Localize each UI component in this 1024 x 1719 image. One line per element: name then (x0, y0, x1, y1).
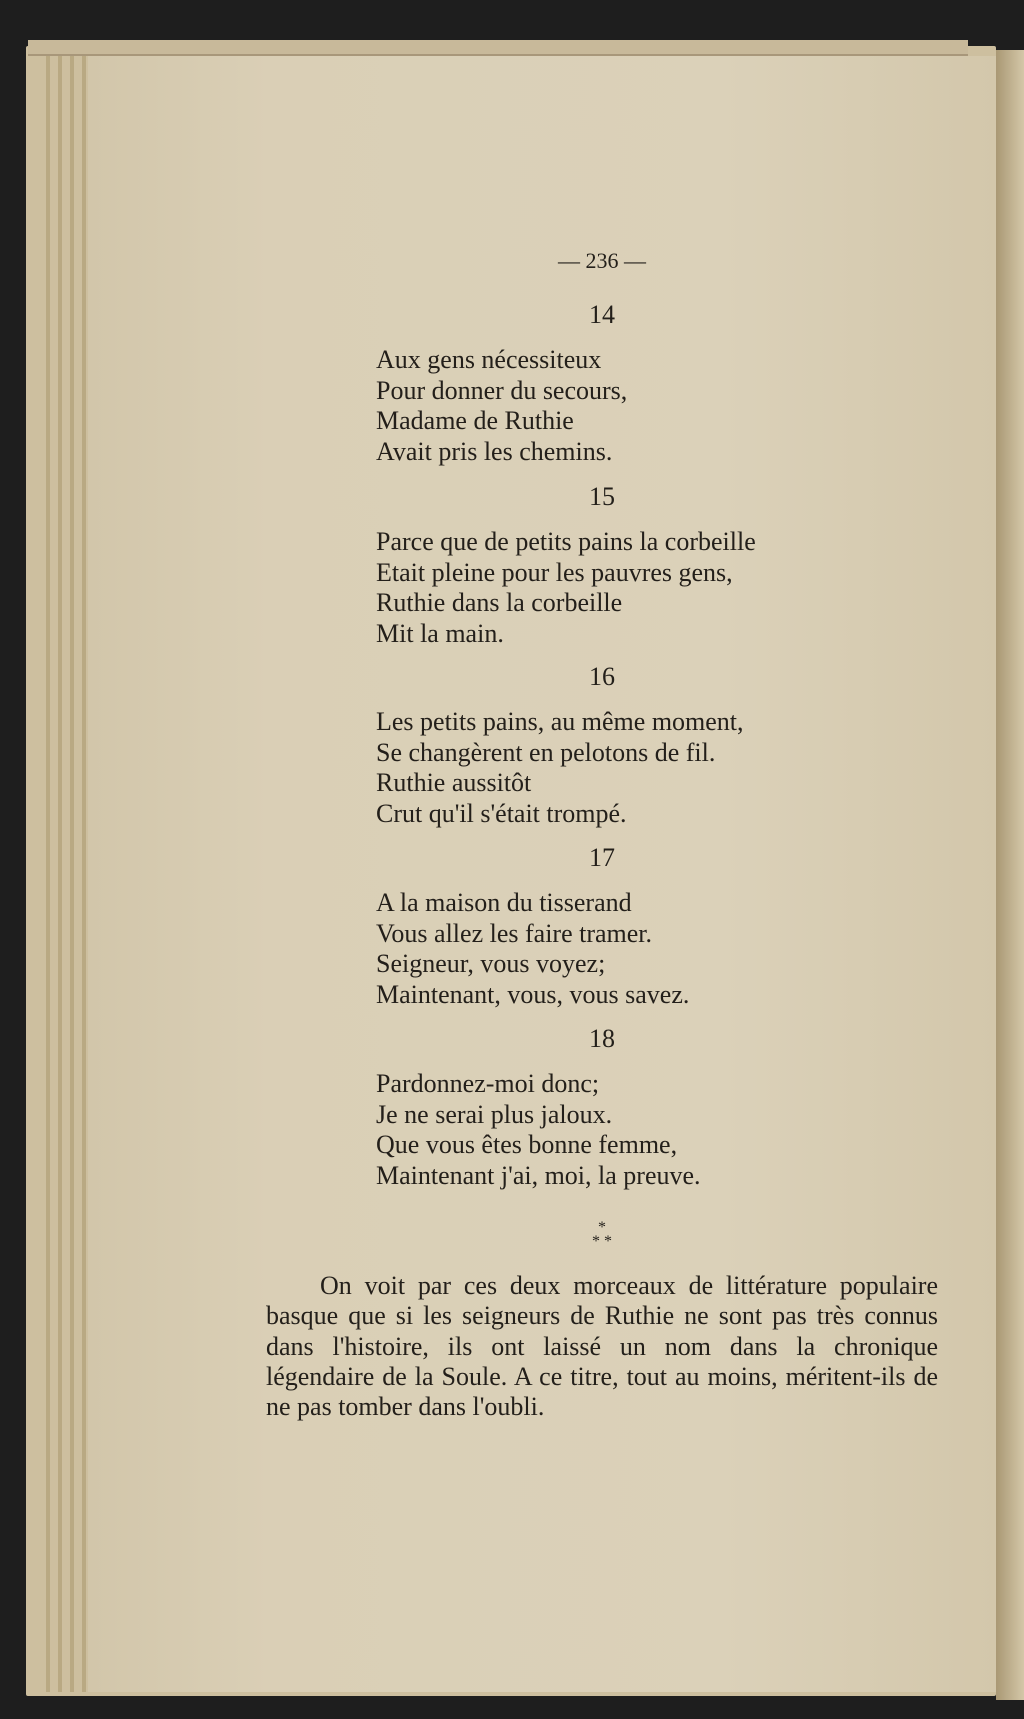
verse-line: Seigneur, vous voyez; (376, 949, 606, 978)
verse-line: Parce que de petits pains la corbeille (376, 527, 756, 556)
verse-line: Crut qu'il s'était trompé. (376, 798, 627, 828)
verse-line: Ruthie dans la corbeille (376, 588, 623, 617)
verse-line: Madame de Ruthie (376, 406, 574, 435)
verse-line: Avait pris les chemins. (376, 436, 613, 466)
separator-bottom: * * (592, 1233, 612, 1250)
verse-line: Etait pleine pour les pauvres gens, (376, 557, 733, 587)
stanza-number: 18 (589, 1024, 615, 1053)
separator-top: * (598, 1219, 606, 1236)
verse-line: Que vous êtes bonne femme, (376, 1130, 678, 1159)
verse-line: Pour donner du secours, (376, 375, 628, 405)
closing-paragraph: On voit par ces deux morceaux de littérature populaire basque que si les seigneurs de Ruthie ne sont pas très connus dans l'histoire, ils ont laissé un nom dans la chronique légendaire de la Soule. A ce titre, tout au moins, méritent-ils de ne pas tomber dans l'oubli. (266, 1271, 938, 1422)
verse-line: Je ne serai plus jaloux. (376, 1099, 613, 1129)
verse-line: Maintenant j'ai, moi, la preuve. (376, 1160, 701, 1190)
stanza-number: 16 (589, 662, 615, 691)
verse-line: Aux gens nécessiteux (376, 345, 602, 374)
verse-line: Les petits pains, au même moment, (376, 707, 744, 736)
torn-top-edge (28, 40, 968, 56)
stanza-number: 15 (589, 482, 615, 511)
verse-line: A la maison du tisserand (376, 888, 632, 917)
page-number: — 236 — (558, 248, 646, 273)
verse-line: Maintenant, vous, vous savez. (376, 979, 690, 1009)
verse-line: Ruthie aussitôt (376, 768, 532, 797)
verse-line: Se changèrent en pelotons de fil. (376, 737, 716, 767)
stanza-number: 17 (589, 843, 615, 872)
verse-line: Pardonnez-moi donc; (376, 1069, 600, 1098)
verse-line: Vous allez les faire tramer. (376, 918, 653, 948)
verse-line: Mit la main. (376, 618, 504, 648)
book-spine (996, 50, 1024, 1700)
stanza-number: 14 (589, 300, 615, 329)
